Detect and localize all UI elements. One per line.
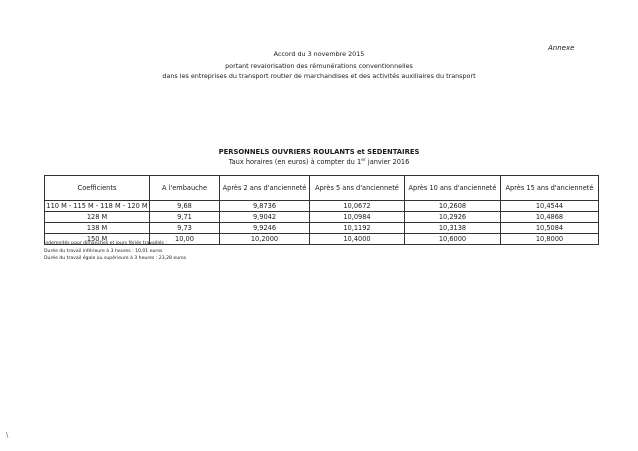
header-10-years: Après 10 ans d'ancienneté [405,176,501,201]
table-header-row [45,176,599,201]
table-row [45,223,599,234]
table-cell: 10,6000 [405,234,501,245]
table-cell: 10,1192 [310,223,405,234]
table-row [45,201,599,212]
table-cell: 9,9042 [220,212,310,223]
header-hiring: A l'embauche [150,176,220,201]
table-cell: 10,3138 [405,223,501,234]
section-title: PERSONNELS OUVRIERS ROULANTS et SEDENTAIRES [218,148,420,156]
footnote-short-duration: Durée du travail inférieure à 3 heures : 10,01 euros [44,248,163,254]
table-cell: 9,8736 [220,201,310,212]
footnote-long-duration: Durée du travail égale ou supérieure à 3 heures : 23,28 euros [44,256,187,262]
table-cell: 9,71 [150,212,220,223]
header-5-years: Après 5 ans d'ancienneté [310,176,405,201]
table-cell: 10,2608 [405,201,501,212]
annexe-label: Annexe [548,44,575,52]
table-cell: 10,2000 [220,234,310,245]
table-cell: 9,9246 [220,223,310,234]
header-15-years: Après 15 ans d'ancienneté [501,176,599,201]
hourly-rates-table [44,175,599,245]
table-cell: 10,2926 [405,212,501,223]
table-row [45,212,599,223]
header-coefficients: Coefficients [45,176,150,201]
table-cell: 138 M [45,223,150,234]
table-cell: 10,0672 [310,201,405,212]
header-2-years: Après 2 ans d'ancienneté [220,176,310,201]
section-subtitle: Taux horaires (en euros) à compter du 1er janvier 2016 [228,158,410,167]
agreement-scope: dans les entreprises du transport routier de marchandises et des activités auxiliaires du transport [162,72,476,80]
table-cell: 10,00 [150,234,220,245]
table-cell: 110 M - 115 M - 118 M - 120 M [46,201,148,210]
table-footnotes [44,240,186,263]
table-cell: 10,4000 [310,234,405,245]
table-cell: 10,4544 [501,201,599,212]
corner-mark: \ [6,431,9,439]
table-cell: 9,73 [150,223,220,234]
agreement-subtitle: portant revalorisation des rémunérations conventionnelles [225,62,413,70]
table-cell: 10,4868 [501,212,599,223]
table-cell: 10,5084 [501,223,599,234]
agreement-title: Accord du 3 novembre 2015 [273,50,365,58]
table-cell: 128 M [45,212,150,223]
table-cell: 9,68 [150,201,220,212]
table-cell: 10,0984 [310,212,405,223]
footnote-title: Indemnités pour dimanches et jours fériés travaillés : [44,241,167,246]
table-cell: 150 M [45,234,150,245]
table-cell: 10,8000 [501,234,599,245]
